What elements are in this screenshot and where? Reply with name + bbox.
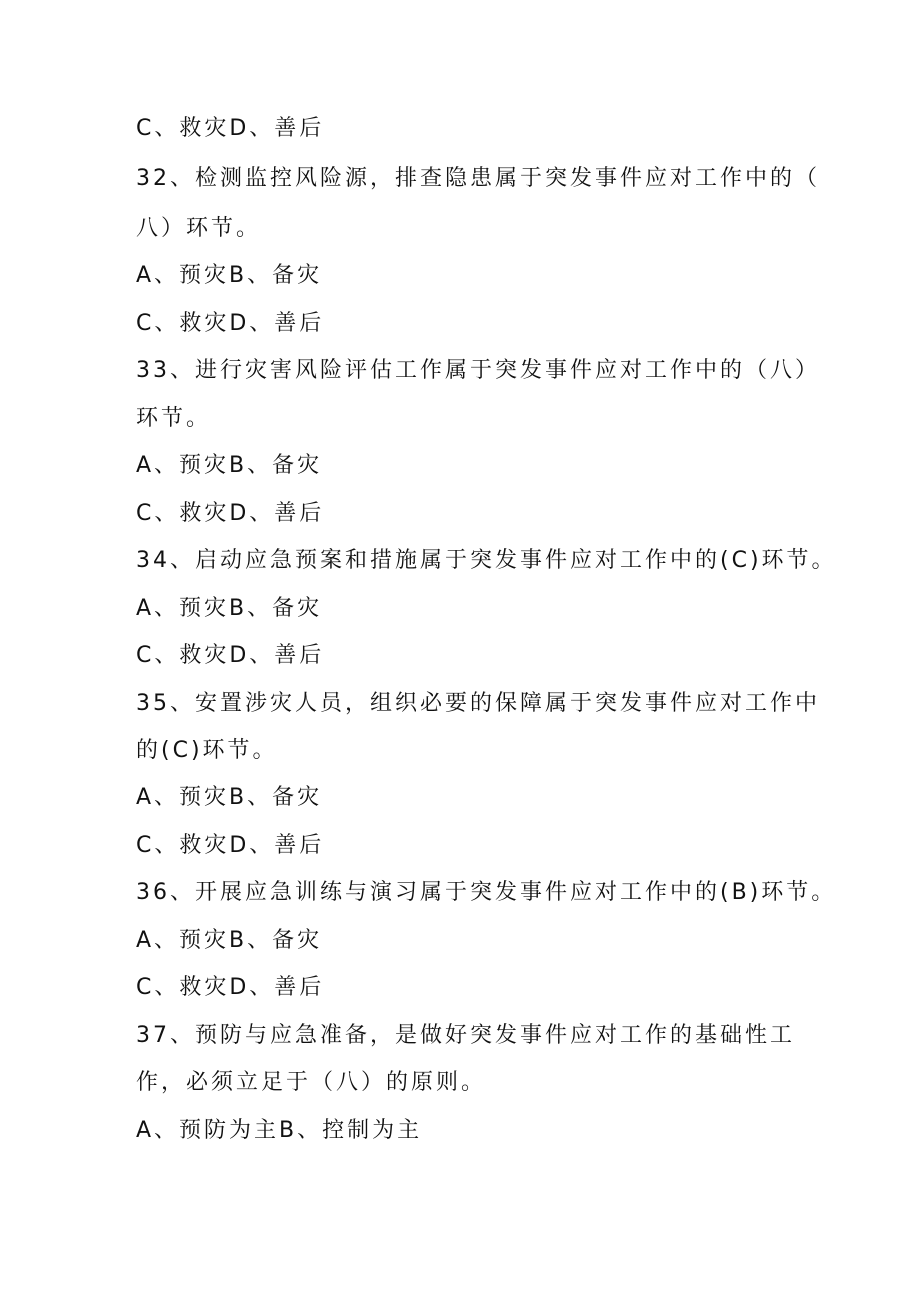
- text-line-q36-question: 36、开展应急训练与演习属于突发事件应对工作中的(B)环节。: [136, 880, 837, 905]
- text-line-q35-options-cd: C、救灾D、善后: [136, 833, 325, 858]
- text-line-q33-question: 33、进行灾害风险评估工作属于突发事件应对工作中的（八）: [136, 358, 820, 383]
- text-line-q32-options-ab: A、预灾B、备灾: [136, 263, 323, 288]
- text-line-q32-question: 32、检测监控风险源，排查隐患属于突发事件应对工作中的（: [136, 166, 820, 191]
- text-line-q32-question-cont: 八）环节。: [136, 216, 262, 241]
- text-line-q33-options-cd: C、救灾D、善后: [136, 501, 325, 526]
- text-line-q35-question: 35、安置涉灾人员，组织必要的保障属于突发事件应对工作中: [136, 691, 820, 716]
- text-line-q37-options-ab: A、预防为主B、控制为主: [136, 1118, 423, 1143]
- text-line-q37-question: 37、预防与应急准备，是做好突发事件应对工作的基础性工: [136, 1023, 795, 1048]
- text-line-q35-options-ab: A、预灾B、备灾: [136, 785, 323, 810]
- text-line-q32-options-cd: C、救灾D、善后: [136, 311, 325, 336]
- text-line-q34-question: 34、启动应急预案和措施属于突发事件应对工作中的(C)环节。: [136, 548, 837, 573]
- text-line-q35-question-cont: 的(C)环节。: [136, 738, 278, 763]
- text-line-q34-options-ab: A、预灾B、备灾: [136, 596, 323, 621]
- text-line-q36-options-cd: C、救灾D、善后: [136, 975, 325, 1000]
- text-line-q33-options-ab: A、预灾B、备灾: [136, 453, 323, 478]
- text-line-q36-options-ab: A、预灾B、备灾: [136, 928, 323, 953]
- text-line-q33-question-cont: 环节。: [136, 406, 212, 431]
- text-line-q34-options-cd: C、救灾D、善后: [136, 643, 325, 668]
- text-line-q37-question-cont: 作，必须立足于（八）的原则。: [136, 1070, 487, 1095]
- text-line-q31-options-cd: C、救灾D、善后: [136, 116, 325, 141]
